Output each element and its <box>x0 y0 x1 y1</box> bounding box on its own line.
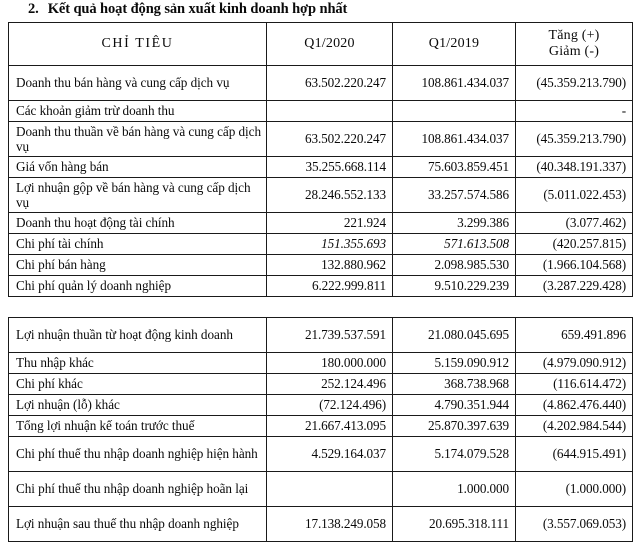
cell-previous-period: 20.695.318.111 <box>393 507 516 542</box>
cell-change: (1.000.000) <box>516 472 633 507</box>
cell-current-period <box>267 472 393 507</box>
row-label: Chi phí thuế thu nhập doanh nghiệp hiện hành <box>9 437 267 472</box>
row-label: Giá vốn hàng bán <box>9 157 267 178</box>
table-row <box>9 101 633 122</box>
column-header-change-increase: Tăng (+) <box>548 27 600 43</box>
cell-change: (4.979.090.912) <box>516 353 633 374</box>
cell-change: (45.359.213.790) <box>516 66 633 101</box>
table-row <box>9 507 633 542</box>
cell-change: (3.557.069.053) <box>516 507 633 542</box>
row-label: Chi phí khác <box>9 374 267 395</box>
table-row <box>9 178 633 213</box>
row-label: Lợi nhuận gộp về bán hàng và cung cấp dịch vụ <box>9 178 267 213</box>
row-label: Doanh thu thuần về bán hàng và cung cấp dịch vụ <box>9 122 267 157</box>
cell-current-period: 6.222.999.811 <box>267 276 393 297</box>
table-row <box>9 416 633 437</box>
table-row <box>9 276 633 297</box>
table-row <box>9 472 633 507</box>
cell-current-period: 221.924 <box>267 213 393 234</box>
cell-current-period: 21.667.413.095 <box>267 416 393 437</box>
cell-current-period: 17.138.249.058 <box>267 507 393 542</box>
cell-change: (3.287.229.428) <box>516 276 633 297</box>
row-label: Lợi nhuận sau thuế thu nhập doanh nghiệp <box>9 507 267 542</box>
cell-previous-period: 9.510.229.239 <box>393 276 516 297</box>
cell-change: (4.862.476.440) <box>516 395 633 416</box>
table-row <box>9 318 633 353</box>
cell-current-period: 35.255.668.114 <box>267 157 393 178</box>
cell-change: (1.966.104.568) <box>516 255 633 276</box>
cell-change: (40.348.191.337) <box>516 157 633 178</box>
table-row <box>9 374 633 395</box>
cell-change: (5.011.022.453) <box>516 178 633 213</box>
cell-current-period: 4.529.164.037 <box>267 437 393 472</box>
section-number: 2. <box>28 1 39 17</box>
table-row <box>9 213 633 234</box>
cell-change: (45.359.213.790) <box>516 122 633 157</box>
row-label: Tổng lợi nhuận kế toán trước thuế <box>9 416 267 437</box>
column-header-previous-period: Q1/2019 <box>393 23 516 66</box>
cell-previous-period: 4.790.351.944 <box>393 395 516 416</box>
table-row <box>9 437 633 472</box>
cell-change: (3.077.462) <box>516 213 633 234</box>
table-row <box>9 255 633 276</box>
cell-previous-period: 571.613.508 <box>393 234 516 255</box>
row-label: Doanh thu bán hàng và cung cấp dịch vụ <box>9 66 267 101</box>
cell-change: (116.614.472) <box>516 374 633 395</box>
income-statement-table-lower <box>8 317 633 542</box>
cell-current-period: 63.502.220.247 <box>267 66 393 101</box>
cell-previous-period: 3.299.386 <box>393 213 516 234</box>
cell-current-period: 132.880.962 <box>267 255 393 276</box>
row-label: Thu nhập khác <box>9 353 267 374</box>
cell-previous-period: 108.861.434.037 <box>393 66 516 101</box>
cell-current-period: 63.502.220.247 <box>267 122 393 157</box>
row-label: Chi phí bán hàng <box>9 255 267 276</box>
column-header-current-period: Q1/2020 <box>267 23 393 66</box>
row-label: Lợi nhuận thuần từ hoạt động kinh doanh <box>9 318 267 353</box>
cell-change: 659.491.896 <box>516 318 633 353</box>
income-statement-table-upper <box>8 22 633 297</box>
cell-change: (4.202.984.544) <box>516 416 633 437</box>
table-body-upper <box>9 66 633 297</box>
cell-change: - <box>516 101 633 122</box>
cell-current-period: (72.124.496) <box>267 395 393 416</box>
table-row <box>9 157 633 178</box>
cell-previous-period: 25.870.397.639 <box>393 416 516 437</box>
cell-change: (644.915.491) <box>516 437 633 472</box>
column-header-change <box>516 23 633 66</box>
row-label: Chi phí tài chính <box>9 234 267 255</box>
cell-current-period: 151.355.693 <box>267 234 393 255</box>
row-label: Lợi nhuận (lỗ) khác <box>9 395 267 416</box>
row-label: Chi phí thuế thu nhập doanh nghiệp hoãn lại <box>9 472 267 507</box>
row-label: Các khoản giảm trừ doanh thu <box>9 101 267 122</box>
cell-previous-period: 33.257.574.586 <box>393 178 516 213</box>
column-header-change-decrease: Giảm (-) <box>548 44 600 59</box>
table-row <box>9 395 633 416</box>
table-row <box>9 353 633 374</box>
cell-current-period <box>267 101 393 122</box>
table-row <box>9 122 633 157</box>
cell-previous-period: 5.174.079.528 <box>393 437 516 472</box>
cell-previous-period: 2.098.985.530 <box>393 255 516 276</box>
row-label: Chi phí quản lý doanh nghiệp <box>9 276 267 297</box>
cell-previous-period <box>393 101 516 122</box>
section-title-text: Kết quả hoạt động sản xuất kinh doanh hợp nhất <box>47 1 348 17</box>
table-header <box>9 23 633 66</box>
cell-current-period: 180.000.000 <box>267 353 393 374</box>
cell-current-period: 252.124.496 <box>267 374 393 395</box>
cell-previous-period: 368.738.968 <box>393 374 516 395</box>
table-body-lower <box>9 318 633 542</box>
row-label: Doanh thu hoạt động tài chính <box>9 213 267 234</box>
cell-previous-period: 1.000.000 <box>393 472 516 507</box>
table-row <box>9 66 633 101</box>
cell-previous-period: 21.080.045.695 <box>393 318 516 353</box>
page-title <box>28 1 347 18</box>
cell-previous-period: 108.861.434.037 <box>393 122 516 157</box>
cell-previous-period: 75.603.859.451 <box>393 157 516 178</box>
table-header-row <box>9 23 633 66</box>
table-row <box>9 234 633 255</box>
cell-previous-period: 5.159.090.912 <box>393 353 516 374</box>
column-header-indicator: CHỈ TIÊU <box>9 23 267 66</box>
cell-change: (420.257.815) <box>516 234 633 255</box>
cell-current-period: 28.246.552.133 <box>267 178 393 213</box>
cell-current-period: 21.739.537.591 <box>267 318 393 353</box>
